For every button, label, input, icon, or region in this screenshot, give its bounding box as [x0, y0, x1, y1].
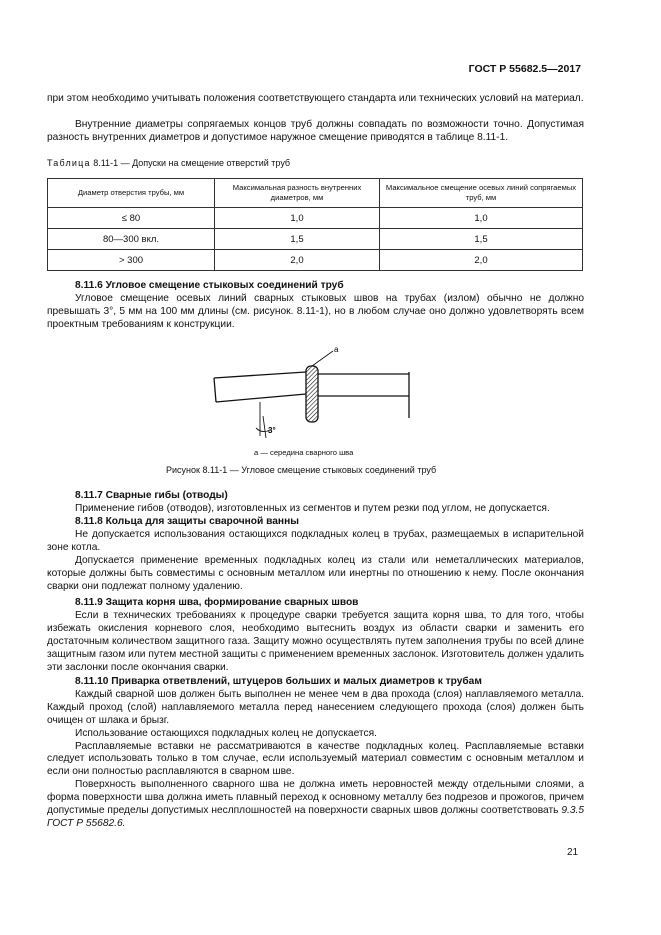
- figure-legend: а — середина сварного шва: [254, 448, 354, 457]
- table-caption: [47, 158, 290, 168]
- section-paragraph: Расплавляемые вставки не рассматриваются в качестве подкладных колец. Расплавляемые вставки следует использовать только в том случае, если используемый материал совместим с основным металлом и если они полностью расплавляются в сварном шве.: [47, 740, 584, 778]
- table-row: [48, 250, 583, 271]
- angle-axis-line: [263, 416, 266, 438]
- section-paragraph: Каждый сварной шов должен быть выполнен не менее чем в два прохода (слоя) наплавляемого металла. Каждый проход (слой) наплавляемого металла перед нанесением следующего прохода (слоя) должен быть очищен от шлака и брызг.: [47, 688, 584, 726]
- table-cell: 1,5: [380, 229, 583, 250]
- table-row: [48, 208, 583, 229]
- section-8-11-9: [47, 597, 584, 674]
- paragraph-text: Поверхность выполненного сварного шва не должна иметь неровностей между отдельными слоями, а форма поверхности шва должна иметь плавный переход к основному металлу без подрезов и прожогов, причем допустимые пределы допустимых неслплошностей на поверхности сварных швов должны соответствовать: [47, 779, 584, 817]
- section-heading: 8.11.7 Сварные гибы (отводы): [75, 490, 228, 501]
- intro-paragraph-1: при этом необходимо учитывать положения соответствующего стандарта или технических условий на материал.: [47, 93, 584, 104]
- section-8-11-8: [47, 516, 584, 593]
- figure-caption: Рисунок 8.11-1 — Угловое смещение стыковых соединений труб: [166, 465, 437, 475]
- angle-label: 3°: [268, 426, 276, 435]
- section-8-11-10: [47, 676, 584, 831]
- section-heading: 8.11.8 Кольца для защиты сварочной ванны: [75, 516, 299, 527]
- standard-reference: 9.3.5 ГОСТ Р 55682.6.: [47, 805, 584, 829]
- section-heading: 8.11.9 Защита корня шва, формирование сварных швов: [75, 597, 359, 608]
- section-heading: 8.11.6 Угловое смещение стыковых соединений труб: [75, 280, 344, 291]
- table-row: [48, 229, 583, 250]
- table-caption-prefix: Таблица: [47, 158, 91, 168]
- table-header-diff: Максимальная разность внутренних диаметров, мм: [215, 179, 380, 208]
- left-pipe-top-edge: [214, 372, 306, 378]
- weld-leader-line: [312, 351, 333, 366]
- pipe-misalignment-figure: [200, 342, 430, 442]
- section-paragraph: Использование остающихся подкладных колец не допускается.: [75, 727, 377, 739]
- table-header-offset: Максимальное смещение осевых линий сопрягаемых труб, мм: [380, 179, 583, 208]
- table-cell: ≤ 80: [48, 208, 215, 229]
- table-cell: 1,0: [380, 208, 583, 229]
- weld-seam: [306, 366, 318, 422]
- table-cell: 1,0: [215, 208, 380, 229]
- page-number: 21: [567, 847, 579, 858]
- section-heading: 8.11.10 Приварка ответвлений, штуцеров больших и малых диаметров к трубам: [75, 676, 482, 687]
- weld-label: a: [334, 345, 339, 354]
- table-cell: 2,0: [215, 250, 380, 271]
- left-pipe-bottom-edge: [216, 394, 306, 402]
- table-cell: > 300: [48, 250, 215, 271]
- tolerance-table: [47, 178, 583, 271]
- section-paragraph: [47, 779, 584, 831]
- section-paragraph: Угловое смещение осевых линий сварных стыковых швов на трубах (излом) обычно не должно превышать 3°, 5 мм на 100 мм длины (см. рисунок. 8.11-1), но в любом случае оно должно удовлетворять всем проектным требованиям к конструкции.: [47, 292, 584, 330]
- section-paragraph: Если в технических требованиях к процедуре сварки требуется защита корня шва, то для того, чтобы избежать окисления корневого слоя, необходимо вытеснить воздух из области сварки и заменить его достаточным количеством защитного газа. Защиту можно осуществлять путем заполнения трубы по всей длине защитным газом или путем местной защиты с применением временных заслонок. Изготовитель должен удалить эти заслонки после окончания сварки.: [47, 609, 584, 673]
- section-paragraph: Применение гибов (отводов), изготовленных из сегментов и путем резки под углом, не допускается.: [75, 502, 550, 514]
- table-cell: 80—300 вкл.: [48, 229, 215, 250]
- table-header-diameter: Диаметр отверстия трубы, мм: [48, 179, 215, 208]
- table-cell: 1,5: [215, 229, 380, 250]
- section-paragraph: Допускается применение временных подкладных колец из стали или неметаллических материалов, которые должны быть совместимы с основным металлом или инертны по отношению к нему. После окончания сварки они подлежат полному удалению.: [47, 554, 584, 592]
- intro-paragraph-2: Внутренние диаметры сопрягаемых концов труб должны совпадать по возможности точно. Допустимая разность внутренних диаметров и допустимое наружное смещение приводятся в таблице 8.11-1.: [47, 119, 584, 143]
- table-caption-text: 8.11-1 — Допуски на смещение отверстий труб: [93, 158, 291, 168]
- left-pipe-end: [214, 378, 216, 402]
- section-8-11-6: [47, 280, 584, 332]
- section-8-11-7: [47, 490, 584, 516]
- table-cell: 2,0: [380, 250, 583, 271]
- section-paragraph: Не допускается использования остающихся подкладных колец в трубах, размещаемых в испарительной зоне котла.: [47, 528, 584, 553]
- document-code: ГОСТ Р 55682.5—2017: [468, 63, 581, 75]
